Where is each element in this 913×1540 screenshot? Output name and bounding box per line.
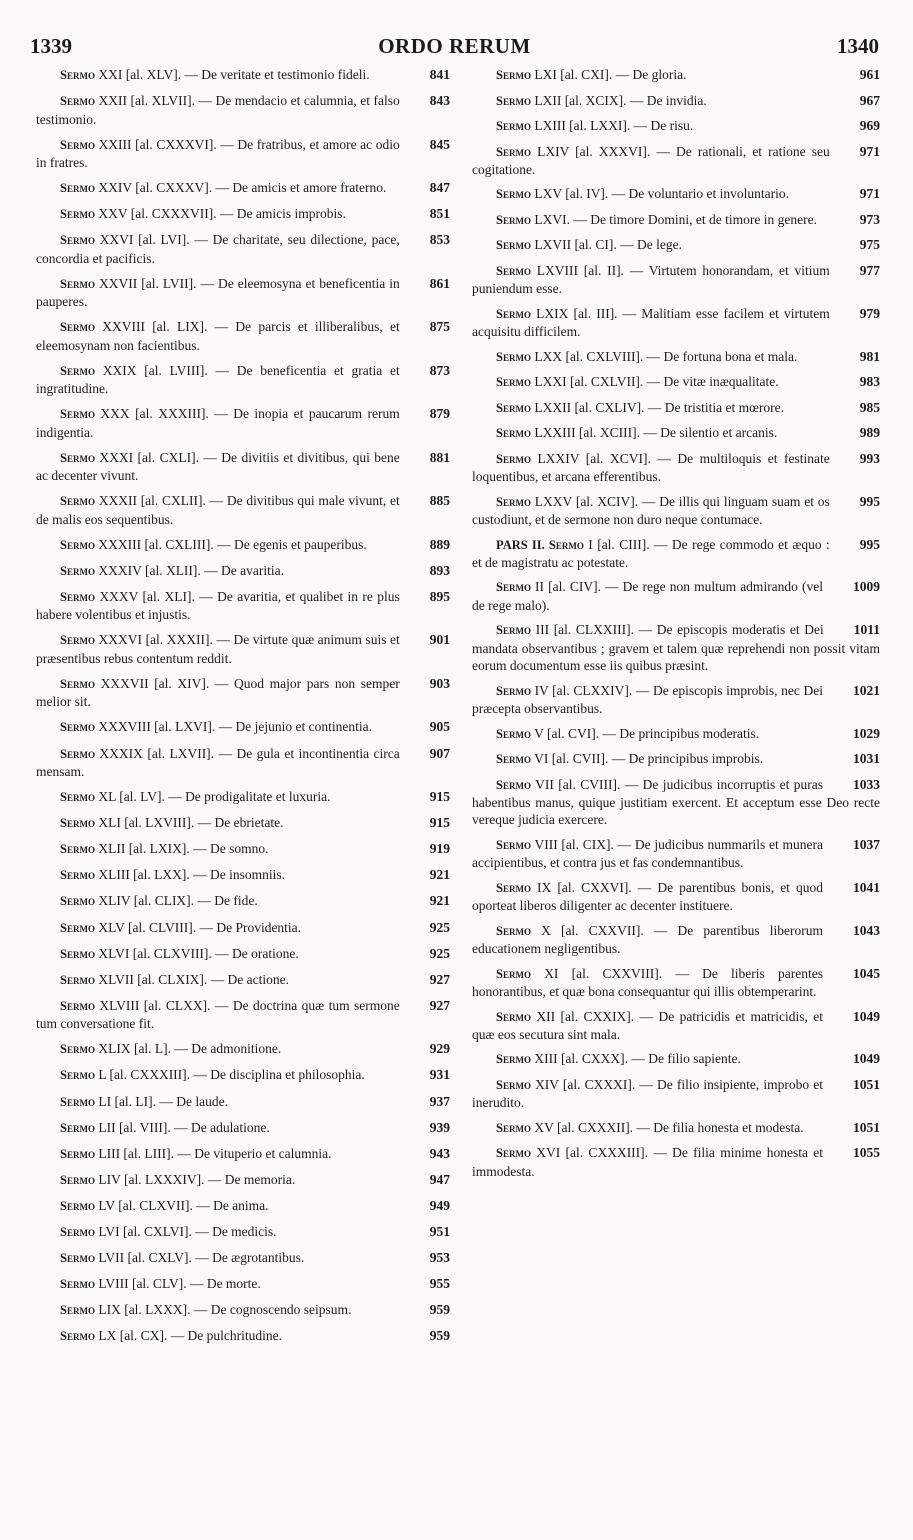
sermo-label: Sermo — [496, 1052, 531, 1067]
toc-entry — [36, 997, 450, 1033]
toc-entry — [36, 562, 450, 580]
toc-entry — [472, 211, 880, 229]
sermo-label: Sermo — [60, 842, 95, 857]
entry-page-number: 1029 — [853, 725, 880, 741]
entry-page-number: 943 — [429, 1145, 450, 1161]
entry-title: LX [al. CX]. — De pulchritudine. — [98, 1328, 283, 1344]
entry-title: XXXII [al. CXLII]. — De divitibus qui male vivunt, et de malis eos sequentibus. — [36, 493, 400, 527]
entry-page-number: 979 — [859, 305, 880, 321]
toc-entry — [36, 745, 450, 781]
entry-page-number: 879 — [429, 406, 450, 422]
toc-entry — [36, 405, 450, 441]
entry-page-number: 959 — [429, 1302, 450, 1318]
entry-title: XXXIV [al. XLII]. — De avaritia. — [98, 562, 285, 578]
toc-entry — [36, 718, 450, 736]
toc-entry — [36, 136, 450, 172]
entry-page-number: 995 — [859, 493, 880, 509]
entry-title: V [al. CVI]. — De principibus moderatis. — [534, 725, 760, 741]
entry-page-number: 905 — [429, 719, 450, 735]
entry-title: XLI [al. LXVIII]. — De ebrietate. — [98, 815, 284, 831]
toc-entry — [36, 840, 450, 858]
entry-title: LXIII [al. LXXI]. — De risu. — [534, 118, 694, 133]
sermo-label: Sermo — [60, 233, 95, 248]
entry-page-number: 937 — [429, 1093, 450, 1109]
entry-title: XLV [al. CLVIII]. — De Providentia. — [98, 919, 302, 935]
entry-page-number: 915 — [429, 789, 450, 805]
sermo-label: Sermo — [496, 752, 531, 767]
toc-entry — [36, 788, 450, 806]
entry-title: XXIX [al. LVIII]. — De beneficentia et gratia et ingratitudine. — [36, 362, 400, 397]
entry-page-number: 921 — [429, 893, 450, 909]
entry-page-number: 1031 — [853, 751, 880, 767]
entry-page-number: 885 — [429, 493, 450, 509]
entry-title: LXXIII [al. XCIII]. — De silentio et arcanis. — [534, 425, 778, 441]
entry-title: LXXI [al. CXLVII]. — De vitæ inæqualitate. — [534, 374, 779, 390]
entry-title: XIII [al. CXXX]. — De filio sapiente. — [534, 1051, 741, 1067]
entry-title: III [al. CLXXIII]. — De episcopis moderatis et Dei mandata observantibus ; gravem et talem quæ reprehendi non possit vitam eorum documentum esse iis quibus præsint. — [472, 622, 880, 674]
entry-page-number: 989 — [859, 425, 880, 441]
toc-entry — [36, 66, 450, 84]
sermo-label: Sermo — [496, 263, 531, 278]
sermo-label: Sermo — [60, 1120, 95, 1135]
entry-page-number: 875 — [429, 319, 450, 335]
toc-entry — [472, 621, 880, 674]
entry-title: LXXV [al. XCIV]. — De illis qui linguam suam et os custodiunt, et de sermone non duro neque contumace. — [472, 493, 830, 528]
sermo-label: Sermo — [496, 923, 531, 938]
toc-entry — [36, 449, 450, 485]
sermo-label: Sermo — [60, 207, 95, 222]
entry-page-number: 993 — [859, 450, 880, 466]
entry-page-number: 845 — [429, 136, 450, 152]
toc-entry — [36, 318, 450, 354]
entry-page-number: 971 — [859, 143, 880, 159]
entry-title: LXI [al. CXI]. — De gloria. — [534, 67, 687, 82]
entry-page-number: 881 — [429, 449, 450, 465]
sermo-label: Sermo — [60, 894, 95, 909]
toc-entry — [36, 919, 450, 937]
sermo-label: Sermo — [60, 998, 95, 1013]
sermo-label: Sermo — [60, 1303, 95, 1318]
toc-entry — [472, 1076, 880, 1112]
toc-entry — [472, 578, 880, 614]
entry-title: LXII [al. XCIX]. — De invidia. — [534, 92, 707, 108]
sermo-label: Sermo — [496, 837, 531, 852]
entry-title: VII [al. CVIII]. — De judicibus incorruptis et puras habentibus manus, quique justitiam exercent. Et acceptum esse Deo recte vereque judicia exercere. — [472, 776, 880, 828]
entry-title: XXXVIII [al. LXVI]. — De jejunio et continentia. — [98, 719, 372, 735]
sermo-label: Sermo — [60, 920, 95, 935]
entry-page-number: 995 — [859, 536, 880, 552]
entry-title: VIII [al. CIX]. — De judicibus nummarils et munera accipientibus, et contra jus et fas condemnantibus. — [472, 836, 823, 871]
sermo-label: Sermo — [60, 633, 95, 648]
toc-entry — [36, 1093, 450, 1111]
sermo-label: Sermo — [60, 137, 95, 152]
entry-page-number: 955 — [429, 1276, 450, 1292]
toc-entry — [36, 892, 450, 910]
sermo-label: Sermo — [60, 972, 95, 987]
entry-title: XXVI [al. LVI]. — De charitate, seu dilectione, pace, concordia et pacificis. — [36, 232, 400, 266]
sermo-label: Sermo — [60, 746, 95, 761]
entry-page-number: 947 — [429, 1171, 450, 1187]
toc-entry — [36, 1197, 450, 1215]
entry-page-number: 921 — [429, 867, 450, 883]
entry-page-number: 873 — [429, 362, 450, 378]
entry-title: LIX [al. LXXX]. — De cognoscendo seipsum. — [98, 1302, 352, 1318]
page-number-left: 1339 — [30, 34, 72, 58]
sermo-label: Sermo — [496, 726, 531, 741]
sermo-label: Sermo — [60, 1172, 95, 1187]
entry-title: XII [al. CXXIX]. — De patricidis et matricidis, et quæ eos secutura sint mala. — [472, 1008, 824, 1042]
entry-title: L [al. CXXXIII]. — De disciplina et philosophia. — [98, 1067, 365, 1083]
toc-entry — [472, 450, 880, 486]
sermo-label: PARS II. Sermo — [496, 537, 584, 552]
sermo-label: Sermo — [496, 966, 531, 981]
toc-entry — [472, 725, 880, 743]
entry-page-number: 851 — [429, 206, 450, 222]
entry-title: XXVIII [al. LIX]. — De parcis et illiberalibus, et eleemosynam non facientibus. — [36, 319, 400, 353]
entry-page-number: 927 — [429, 997, 450, 1013]
toc-entry — [472, 92, 880, 110]
sermo-label: Sermo — [496, 580, 531, 595]
entry-title: XLVIII [al. CLXX]. — De doctrina quæ tum sermone tum conversatione fit. — [36, 997, 400, 1032]
toc-entry — [472, 536, 880, 572]
toc-entry — [36, 631, 450, 667]
toc-entry — [36, 231, 450, 267]
entry-title: LXVI. — De timore Domini, et de timore in genere. — [534, 211, 817, 227]
entry-page-number: 939 — [429, 1119, 450, 1135]
sermo-label: Sermo — [60, 1224, 95, 1239]
sermo-label: Sermo — [60, 720, 95, 735]
toc-entry — [472, 836, 880, 872]
entry-title: IX [al. CXXVI]. — De parentibus bonis, et quod oporteat liberos diligenter ac decenter instituere. — [472, 879, 824, 914]
sermo-label: Sermo — [496, 623, 531, 638]
sermo-label: Sermo — [496, 212, 531, 227]
sermo-label: Sermo — [496, 451, 531, 466]
toc-entry — [472, 399, 880, 417]
toc-entry — [472, 143, 880, 179]
entry-page-number: 1011 — [853, 622, 880, 638]
toc-entry — [472, 776, 880, 829]
toc-entry — [36, 866, 450, 884]
entry-title: IV [al. CLXXIV]. — De episcopis improbis, nec Dei præcepta observantibus. — [472, 682, 823, 717]
entry-page-number: 903 — [429, 675, 450, 691]
sermo-label: Sermo — [496, 144, 531, 159]
entry-page-number: 1051 — [853, 1076, 880, 1092]
toc-entry — [36, 205, 450, 223]
entry-page-number: 977 — [859, 262, 880, 278]
sermo-label: Sermo — [60, 94, 95, 109]
entry-page-number: 853 — [429, 232, 450, 248]
toc-entry — [472, 305, 880, 341]
toc-entry — [36, 1223, 450, 1241]
sermo-label: Sermo — [496, 1120, 531, 1135]
toc-entry — [36, 1145, 450, 1163]
entry-title: XXXVII [al. XIV]. — Quod major pars non semper melior sit. — [36, 675, 400, 710]
entry-title: LIV [al. LXXXIV]. — De memoria. — [98, 1171, 296, 1187]
toc-entry — [36, 588, 450, 624]
toc-entry — [472, 373, 880, 391]
entry-title: LXV [al. IV]. — De voluntario et involuntario. — [534, 186, 790, 202]
toc-entry — [36, 1040, 450, 1058]
page-number-right: 1340 — [837, 34, 879, 58]
entry-title: XXIV [al. CXXXV]. — De amicis et amore fraterno. — [98, 180, 387, 196]
toc-entry — [36, 945, 450, 963]
sermo-label: Sermo — [60, 1251, 95, 1266]
entry-page-number: 973 — [859, 211, 880, 227]
sermo-label: Sermo — [60, 450, 95, 465]
entry-title: LIII [al. LIII]. — De vituperio et calumnia. — [98, 1145, 332, 1161]
entry-page-number: 949 — [429, 1197, 450, 1213]
entry-page-number: 1021 — [853, 682, 880, 698]
sermo-label: Sermo — [60, 1198, 95, 1213]
entry-title: LII [al. VIII]. — De adulatione. — [98, 1119, 270, 1135]
sermo-label: Sermo — [60, 946, 95, 961]
toc-entry — [472, 682, 880, 718]
entry-title: XL [al. LV]. — De prodigalitate et luxuria. — [98, 789, 331, 805]
toc-entry — [36, 1327, 450, 1345]
entry-title: X [al. CXXVII]. — De parentibus liberorum educationem negligentibus. — [472, 922, 823, 957]
toc-entry — [472, 965, 880, 1001]
entry-title: XXXIX [al. LXVII]. — De gula et incontinentia circa mensam. — [36, 745, 400, 779]
entry-title: XLVII [al. CLXIX]. — De actione. — [98, 971, 290, 987]
toc-entry — [36, 675, 450, 711]
entry-title: XIV [al. CXXXI]. — De filio insipiente, improbo et inerudito. — [472, 1076, 823, 1111]
sermo-label: Sermo — [60, 868, 95, 883]
sermo-label: Sermo — [60, 363, 95, 378]
entry-title: XXV [al. CXXXVII]. — De amicis improbis. — [98, 206, 346, 222]
entry-page-number: 971 — [859, 186, 880, 202]
entry-title: XI [al. CXXVIII]. — De liberis parentes honorantibus, et quæ bona consequantur qui illis obtemperarint. — [472, 965, 823, 999]
entry-title: LXVIII [al. II]. — Virtutem honorandam, et vitium puniendum esse. — [472, 262, 830, 297]
sermo-label: Sermo — [496, 1077, 531, 1092]
toc-entry — [36, 275, 450, 311]
entry-title: LVIII [al. CLV]. — De morte. — [98, 1276, 261, 1292]
entry-page-number: 1049 — [853, 1051, 880, 1067]
entry-title: LV [al. CLXVII]. — De anima. — [98, 1197, 269, 1213]
sermo-label: Sermo — [60, 816, 95, 831]
sermo-label: Sermo — [496, 1146, 531, 1161]
toc-entry — [36, 1275, 450, 1293]
sermo-label: Sermo — [60, 407, 95, 422]
entry-page-number: 861 — [429, 275, 450, 291]
sermo-label: Sermo — [496, 494, 531, 509]
entry-page-number: 1043 — [853, 922, 880, 938]
toc-entry — [36, 1119, 450, 1137]
entry-page-number: 1037 — [853, 836, 880, 852]
toc-entry — [472, 922, 880, 958]
sermo-label: Sermo — [60, 537, 95, 552]
entry-title: XXXIII [al. CXLIII]. — De egenis et pauperibus. — [98, 536, 367, 552]
entry-page-number: 961 — [859, 67, 880, 82]
sermo-label: Sermo — [496, 93, 531, 108]
entry-page-number: 969 — [859, 118, 880, 133]
toc-entry — [36, 92, 450, 128]
entry-page-number: 915 — [429, 815, 450, 831]
sermo-label: Sermo — [60, 494, 95, 509]
sermo-label: Sermo — [60, 790, 95, 805]
entry-title: LXXII [al. CXLIV]. — De tristitia et mœrore. — [534, 399, 785, 415]
sermo-label: Sermo — [60, 68, 95, 82]
sermo-label: Sermo — [496, 777, 531, 792]
entry-page-number: 901 — [429, 632, 450, 648]
toc-entry — [36, 814, 450, 832]
sermo-label: Sermo — [496, 349, 531, 364]
page-header — [30, 34, 879, 62]
toc-entry — [472, 66, 880, 84]
right-column — [472, 66, 880, 1187]
toc-entry — [472, 117, 880, 135]
toc-entry — [36, 1171, 450, 1189]
entry-page-number: 1051 — [853, 1119, 880, 1135]
toc-entry — [36, 1066, 450, 1084]
sermo-label: Sermo — [60, 1042, 95, 1057]
entry-page-number: 953 — [429, 1250, 450, 1266]
sermo-label: Sermo — [496, 119, 531, 133]
entry-title: LXX [al. CXLVIII]. — De fortuna bona et mala. — [534, 348, 798, 364]
entry-title: VI [al. CVII]. — De principibus improbis. — [534, 751, 764, 767]
sermo-label: Sermo — [496, 426, 531, 441]
entry-title: XXX [al. XXXIII]. — De inopia et paucarum rerum indigentia. — [36, 406, 400, 440]
entry-title: XVI [al. CXXXIII]. — De filia minime honesta et immodesta. — [472, 1145, 823, 1179]
entry-page-number: 927 — [429, 971, 450, 987]
entry-page-number: 931 — [429, 1067, 450, 1083]
sermo-label: Sermo — [60, 276, 95, 291]
entry-page-number: 985 — [859, 399, 880, 415]
toc-entry — [472, 879, 880, 915]
entry-page-number: 925 — [429, 945, 450, 961]
toc-entry — [472, 750, 880, 768]
entry-title: XV [al. CXXXII]. — De filia honesta et modesta. — [534, 1119, 804, 1135]
entry-page-number: 1055 — [853, 1145, 880, 1161]
entry-page-number: 951 — [429, 1223, 450, 1239]
entry-page-number: 967 — [859, 92, 880, 108]
entry-page-number: 889 — [429, 536, 450, 552]
entry-title: XXXV [al. XLI]. — De avaritia, et qualibet in re plus habere volentibus et injustis. — [36, 588, 400, 623]
sermo-label: Sermo — [496, 375, 531, 390]
sermo-label: Sermo — [496, 1009, 531, 1024]
entry-page-number: 981 — [859, 348, 880, 364]
entry-title: LI [al. LI]. — De laude. — [98, 1093, 229, 1109]
entry-title: LXXIV [al. XCVI]. — De multiloquis et festinate loquentibus, et arcana efferentibus. — [472, 450, 830, 485]
entry-page-number: 975 — [859, 237, 880, 253]
entry-page-number: 925 — [429, 919, 450, 935]
entry-title: LXIX [al. III]. — Malitiam esse facilem et virtutem acquisitu difficilem. — [472, 305, 830, 340]
entry-title: XXIII [al. CXXXVI]. — De fratribus, et amore ac odio in fratres. — [36, 136, 400, 170]
sermo-label: Sermo — [496, 187, 531, 202]
entry-page-number: 843 — [429, 93, 450, 109]
running-title: ORDO RERUM — [378, 34, 531, 58]
entry-page-number: 1033 — [853, 776, 880, 792]
entry-page-number: 1049 — [853, 1008, 880, 1024]
entry-title: LXIV [al. XXXVI]. — De rationali, et ratione seu cogitatione. — [472, 143, 830, 177]
entry-page-number: 929 — [429, 1041, 450, 1057]
entry-page-number: 1045 — [853, 965, 880, 981]
entry-title: I [al. CIII]. — De rege commodo et æquo : et de magistratu ac potestate. — [472, 536, 830, 570]
toc-entry — [472, 236, 880, 254]
entry-page-number: 959 — [429, 1328, 450, 1344]
sermo-label: Sermo — [60, 181, 95, 196]
sermo-label: Sermo — [60, 1146, 95, 1161]
entry-page-number: 893 — [429, 562, 450, 578]
sermo-label: Sermo — [60, 320, 95, 335]
sermo-label: Sermo — [60, 589, 95, 604]
entry-title: XXXI [al. CXLI]. — De divitiis et divitibus, qui bene ac decenter vivunt. — [36, 449, 400, 484]
toc-entry — [36, 971, 450, 989]
toc-entry — [472, 1008, 880, 1044]
sermo-label: Sermo — [496, 880, 531, 895]
toc-entry — [472, 262, 880, 298]
toc-entry — [472, 1119, 880, 1137]
left-column — [36, 66, 450, 1353]
toc-entry — [36, 362, 450, 398]
toc-entry — [36, 179, 450, 197]
sermo-label: Sermo — [60, 676, 95, 691]
sermo-label: Sermo — [60, 1068, 95, 1083]
entry-title: XXII [al. XLVII]. — De mendacio et calumnia, et falso testimonio. — [36, 93, 400, 127]
entry-title: XXVII [al. LVII]. — De eleemosyna et beneficentia in pauperes. — [36, 275, 400, 310]
sermo-label: Sermo — [60, 1094, 95, 1109]
entry-title: XXI [al. XLV]. — De veritate et testimonio fideli. — [98, 67, 370, 82]
entry-page-number: 919 — [429, 841, 450, 857]
entry-page-number: 841 — [429, 67, 450, 82]
entry-title: II [al. CIV]. — De rege non multum admirando (vel de rege malo). — [472, 579, 824, 613]
sermo-label: Sermo — [60, 1277, 95, 1292]
toc-entry — [36, 536, 450, 554]
toc-entry — [36, 492, 450, 528]
toc-entry — [472, 1144, 880, 1180]
toc-entry — [36, 1301, 450, 1319]
entry-title: XLVI [al. CLXVIII]. — De oratione. — [98, 945, 299, 961]
entry-page-number: 847 — [429, 180, 450, 196]
entry-page-number: 895 — [429, 588, 450, 604]
sermo-label: Sermo — [496, 400, 531, 415]
toc-entry — [472, 493, 880, 529]
entry-title: XLIII [al. LXX]. — De insomniis. — [98, 867, 286, 883]
entry-page-number: 907 — [429, 745, 450, 761]
entry-title: XLIV [al. CLIX]. — De fide. — [98, 893, 258, 909]
entry-title: XXXVI [al. XXXII]. — De virtute quæ animum suis et præsentibus rebus contentum reddit. — [36, 632, 400, 666]
entry-title: XLII [al. LXIX]. — De somno. — [98, 841, 269, 857]
entry-title: LXVII [al. CI]. — De lege. — [534, 237, 683, 253]
sermo-label: Sermo — [496, 683, 531, 698]
entry-title: XLIX [al. L]. — De admonitione. — [98, 1041, 282, 1057]
toc-entry — [472, 185, 880, 203]
entry-page-number: 983 — [859, 374, 880, 390]
toc-entry — [472, 424, 880, 442]
sermo-label: Sermo — [496, 238, 531, 253]
toc-entry — [36, 1249, 450, 1267]
entry-title: LVII [al. CXLV]. — De ægrotantibus. — [98, 1250, 305, 1266]
sermo-label: Sermo — [60, 1329, 95, 1344]
sermo-label: Sermo — [496, 68, 531, 82]
entry-page-number: 1041 — [853, 879, 880, 895]
entry-page-number: 1009 — [853, 579, 880, 595]
sermo-label: Sermo — [496, 306, 531, 321]
sermo-label: Sermo — [60, 563, 95, 578]
entry-title: LVI [al. CXLVI]. — De medicis. — [98, 1223, 277, 1239]
toc-entry — [472, 1050, 880, 1068]
toc-entry — [472, 348, 880, 366]
